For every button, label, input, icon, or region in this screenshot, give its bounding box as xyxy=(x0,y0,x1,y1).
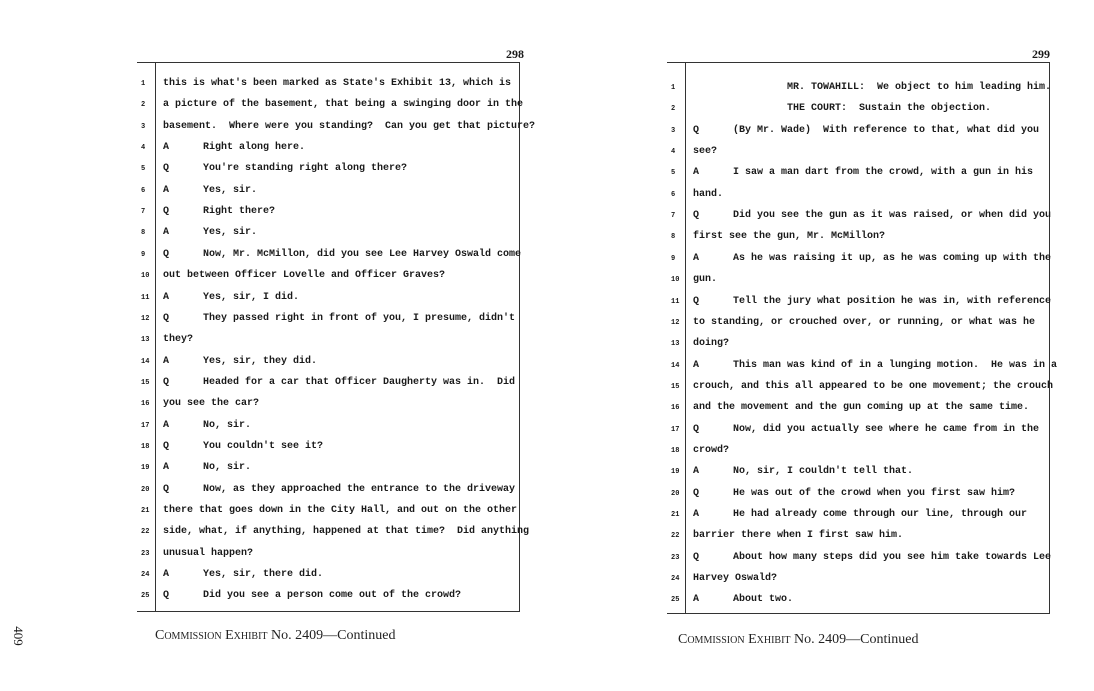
line-text: No, sir. xyxy=(203,462,252,474)
speaker-label: A xyxy=(693,359,700,371)
line-number: 22 xyxy=(141,528,150,537)
speaker-label: A xyxy=(693,466,700,478)
line-text: Did you see the gun as it was raised, or when did you xyxy=(733,210,1052,222)
transcript-line xyxy=(667,465,1049,479)
speaker-label: A xyxy=(163,355,170,367)
line-number: 7 xyxy=(671,212,676,221)
line-text: to standing, or crouched over, or running, or what was he xyxy=(693,316,1036,328)
line-text: this is what's been marked as State's Exhibit 13, which is xyxy=(163,78,512,89)
line-number: 1 xyxy=(671,84,676,92)
transcript-line xyxy=(137,141,519,155)
line-text: there that goes down in the City Hall, and out on the other xyxy=(163,505,518,516)
speaker-label: Q xyxy=(693,210,700,222)
left-transcript-page xyxy=(137,62,536,612)
line-number: 24 xyxy=(671,575,680,584)
transcript-line xyxy=(667,209,1052,223)
speaker-label: A xyxy=(163,462,170,474)
line-number: 14 xyxy=(671,361,680,370)
caption-suffix: No. 2409—Continued xyxy=(271,628,396,643)
line-number: 4 xyxy=(141,144,146,153)
speaker-label: A xyxy=(163,227,170,239)
line-text: and the movement and the gun coming up at the same time. xyxy=(693,402,1030,414)
transcript-line xyxy=(667,401,1049,415)
line-text: Tell the jury what position he was in, with reference xyxy=(733,295,1052,307)
transcript-line xyxy=(137,483,519,497)
transcript-line xyxy=(667,124,1049,138)
line-text: You're standing right along there? xyxy=(203,163,408,175)
transcript-line xyxy=(667,337,1049,351)
line-number: 13 xyxy=(141,336,150,345)
speaker-label: Q xyxy=(163,248,170,260)
line-text: doing? xyxy=(693,338,730,350)
line-text: side, what, if anything, happened at that time? Did anything xyxy=(163,526,530,538)
line-text: barrier there when I first saw him. xyxy=(693,530,904,542)
line-number: 17 xyxy=(141,421,150,430)
line-number: 23 xyxy=(671,553,680,562)
line-text: This man was kind of in a lunging motion. He was in a xyxy=(733,359,1058,371)
line-text: out between Officer Lovelle and Officer Graves? xyxy=(163,270,446,282)
line-text: crowd? xyxy=(693,444,730,456)
line-number: 11 xyxy=(671,297,680,306)
transcript-line xyxy=(137,461,519,475)
transcript-line xyxy=(137,589,519,603)
transcript-line xyxy=(137,525,530,539)
line-number: 10 xyxy=(141,272,150,281)
speaker-label: Q xyxy=(163,312,170,324)
speaker-label: Q xyxy=(163,163,170,175)
line-number: 21 xyxy=(671,511,680,519)
line-number: 22 xyxy=(671,532,680,541)
line-number: 18 xyxy=(141,442,150,451)
line-number: 9 xyxy=(671,254,676,263)
line-text: Now, Mr. McMillon, did you see Lee Harvey Oswald come xyxy=(203,248,522,260)
line-number: 17 xyxy=(671,425,680,434)
transcript-line xyxy=(137,248,522,262)
line-number: 4 xyxy=(671,148,676,157)
line-text: As he was raising it up, as he was coming up with the xyxy=(733,252,1052,264)
transcript-line xyxy=(667,423,1049,437)
line-text: they? xyxy=(163,334,194,346)
line-text: Headed for a car that Officer Daugherty was in. Did xyxy=(203,376,516,388)
speaker-label: A xyxy=(163,419,170,431)
line-text: Yes, sir, there did. xyxy=(203,569,324,581)
line-text: THE COURT: Sustain the objection. xyxy=(787,103,992,115)
caption-prefix: Commission Exhibit xyxy=(155,628,268,643)
line-text: He was out of the crowd when you first saw him? xyxy=(733,487,1016,499)
line-text: He had already come through our line, through our xyxy=(733,509,1028,520)
transcript-line xyxy=(667,273,1049,287)
line-number: 15 xyxy=(671,382,680,391)
transcript-line xyxy=(667,166,1049,180)
line-text: I saw a man dart from the crowd, with a gun in his xyxy=(733,167,1034,179)
line-text: Right along here. xyxy=(203,142,306,154)
transcript-line xyxy=(137,98,524,112)
line-number: 24 xyxy=(141,571,150,580)
transcript-line xyxy=(667,145,1049,159)
line-number: 8 xyxy=(141,229,146,238)
transcript-line xyxy=(667,359,1058,373)
transcript-line xyxy=(137,184,519,198)
speaker-label: A xyxy=(693,509,700,520)
transcript-line xyxy=(667,102,1049,116)
left-page-number: 298 xyxy=(506,47,524,61)
speaker-label: A xyxy=(163,184,170,196)
line-number: 21 xyxy=(141,507,150,515)
line-text: a picture of the basement, that being a swinging door in the xyxy=(163,99,524,111)
transcript-line xyxy=(137,440,519,454)
line-number: 15 xyxy=(141,378,150,387)
line-text: see? xyxy=(693,146,718,158)
transcript-line xyxy=(667,508,1049,522)
line-number: 8 xyxy=(671,233,676,242)
line-number: 3 xyxy=(671,126,676,135)
side-page-number: 409 xyxy=(10,626,26,646)
transcript-line xyxy=(667,487,1049,501)
line-number: 12 xyxy=(141,314,150,323)
transcript-line xyxy=(667,529,1049,543)
line-text: (By Mr. Wade) With reference to that, what did you xyxy=(733,124,1040,136)
speaker-label: Q xyxy=(693,487,700,499)
line-text: hand. xyxy=(693,188,724,200)
line-number: 16 xyxy=(141,400,150,409)
transcript-line xyxy=(137,291,519,305)
speaker-label: Q xyxy=(693,551,700,563)
line-number: 11 xyxy=(141,293,150,302)
transcript-line xyxy=(667,252,1052,266)
line-number: 25 xyxy=(141,592,150,601)
line-text: No, sir, I couldn't tell that. xyxy=(733,466,914,478)
transcript-line xyxy=(137,205,519,219)
line-number: 12 xyxy=(671,318,680,327)
transcript-line xyxy=(137,162,519,176)
line-text: gun. xyxy=(693,274,718,286)
line-number: 19 xyxy=(671,468,680,477)
transcript-line xyxy=(667,593,1049,607)
speaker-label: Q xyxy=(693,124,700,136)
speaker-label: Q xyxy=(163,590,170,602)
transcript-line xyxy=(137,77,519,91)
line-number: 18 xyxy=(671,446,680,455)
speaker-label: A xyxy=(693,594,700,606)
left-caption xyxy=(155,628,395,644)
transcript-line xyxy=(137,226,519,240)
line-number: 7 xyxy=(141,208,146,217)
line-text: Harvey Oswald? xyxy=(693,573,778,585)
speaker-label: Q xyxy=(163,206,170,218)
speaker-label: A xyxy=(163,142,170,154)
line-number: 23 xyxy=(141,549,150,558)
line-number: 13 xyxy=(671,340,680,349)
line-text: They passed right in front of you, I presume, didn't xyxy=(203,312,516,324)
line-text: Yes, sir, I did. xyxy=(203,291,300,303)
transcript-line xyxy=(137,397,519,411)
transcript-line xyxy=(667,81,1052,95)
transcript-line xyxy=(667,380,1054,394)
line-number: 10 xyxy=(671,276,680,285)
speaker-label: A xyxy=(693,252,700,264)
line-text: No, sir. xyxy=(203,419,252,431)
right-transcript-page xyxy=(667,62,1058,614)
speaker-label: Q xyxy=(163,483,170,495)
transcript-line xyxy=(137,547,519,561)
caption-prefix: Commission Exhibit xyxy=(678,632,791,647)
line-text: Yes, sir, they did. xyxy=(203,355,318,367)
line-number: 20 xyxy=(141,485,150,494)
line-text: MR. TOWAHILL: We object to him leading him. xyxy=(787,82,1052,93)
line-text: Yes, sir. xyxy=(203,227,258,239)
transcript-line xyxy=(667,230,1049,244)
right-page-number: 299 xyxy=(1032,47,1050,61)
transcript-line xyxy=(667,444,1049,458)
transcript-line xyxy=(667,551,1052,565)
speaker-label: A xyxy=(163,291,170,303)
speaker-label: Q xyxy=(693,295,700,307)
transcript-line xyxy=(137,355,519,369)
line-text: Now, as they approached the entrance to the driveway xyxy=(203,483,516,495)
line-text: You couldn't see it? xyxy=(203,440,324,452)
line-number: 5 xyxy=(141,165,146,174)
line-text: About two. xyxy=(733,594,794,606)
line-text: you see the car? xyxy=(163,398,260,410)
line-number: 3 xyxy=(141,122,146,131)
transcript-line xyxy=(137,568,519,582)
speaker-label: Q xyxy=(693,423,700,435)
line-number: 6 xyxy=(671,190,676,199)
line-number: 9 xyxy=(141,250,146,259)
transcript-line xyxy=(137,120,536,134)
transcript-line xyxy=(137,419,519,433)
line-number: 20 xyxy=(671,489,680,498)
speaker-label: Q xyxy=(163,376,170,388)
transcript-line xyxy=(137,376,519,390)
transcript-line xyxy=(667,316,1049,330)
line-number: 25 xyxy=(671,596,680,605)
line-number: 1 xyxy=(141,80,146,88)
line-text: Right there? xyxy=(203,206,276,218)
transcript-line xyxy=(667,188,1049,202)
transcript-line xyxy=(137,504,519,518)
speaker-label: A xyxy=(693,167,700,179)
transcript-line xyxy=(667,572,1049,586)
line-text: About how many steps did you see him take towards Lee xyxy=(733,551,1052,563)
caption-suffix: No. 2409—Continued xyxy=(794,632,919,647)
transcript-line xyxy=(667,295,1052,309)
line-number: 16 xyxy=(671,404,680,413)
line-text: Now, did you actually see where he came from in the xyxy=(733,423,1040,435)
line-text: unusual happen? xyxy=(163,547,254,559)
right-caption xyxy=(678,632,918,648)
line-number: 5 xyxy=(671,169,676,178)
transcript-line xyxy=(137,269,519,283)
line-number: 2 xyxy=(141,101,146,110)
transcript-line xyxy=(137,312,519,326)
speaker-label: Q xyxy=(163,440,170,452)
line-text: Did you see a person come out of the crowd? xyxy=(203,590,462,602)
transcript-line xyxy=(137,333,519,347)
line-number: 2 xyxy=(671,105,676,114)
line-text: Yes, sir. xyxy=(203,184,258,196)
line-text: first see the gun, Mr. McMillon? xyxy=(693,231,886,243)
line-number: 19 xyxy=(141,464,150,473)
line-text: crouch, and this all appeared to be one movement; the crouch xyxy=(693,380,1054,392)
speaker-label: A xyxy=(163,569,170,581)
line-number: 6 xyxy=(141,186,146,195)
line-number: 14 xyxy=(141,357,150,366)
line-text: basement. Where were you standing? Can you get that picture? xyxy=(163,120,536,132)
